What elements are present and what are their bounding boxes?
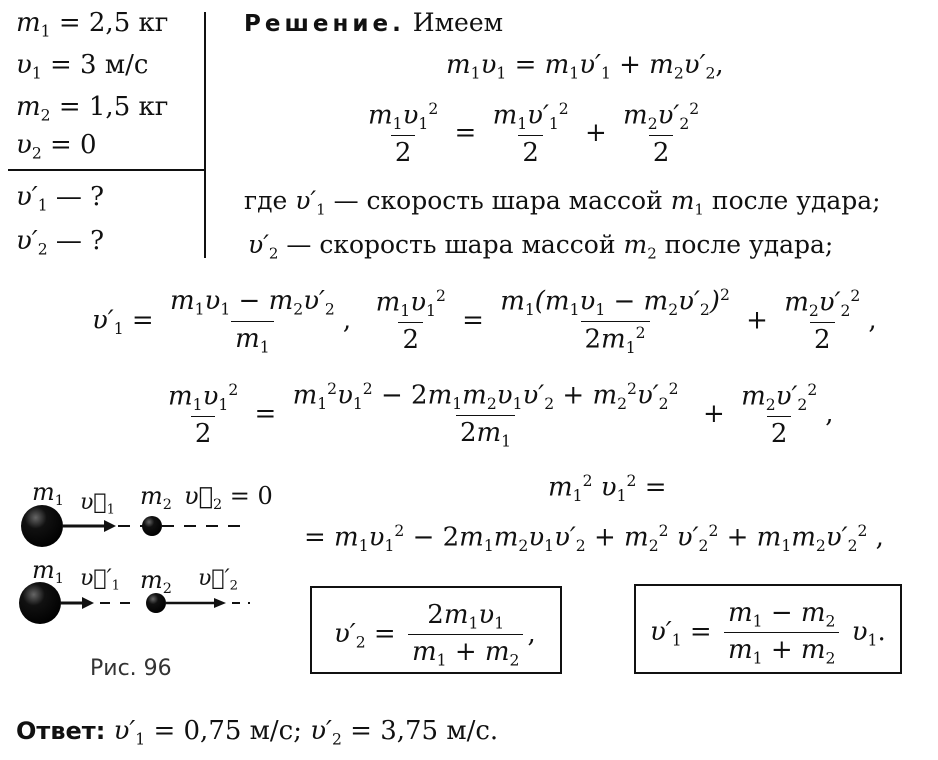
answer-label: Ответ: bbox=[16, 717, 106, 745]
momentum-equation: $m_1\upsilon_1 = m_1\upsilon'_1 + m_2\upsilon'_2$, bbox=[446, 50, 724, 83]
result-v1-box bbox=[634, 584, 902, 674]
solution-heading-line bbox=[244, 8, 503, 37]
ball-m1-after bbox=[19, 582, 61, 624]
find-v2: $\upsilon'_2$ — ? bbox=[16, 226, 105, 259]
given-v2: $\upsilon_2 = 0$ bbox=[16, 130, 97, 163]
label-v1-bottom: $\upsilon⃗'_1$ bbox=[80, 566, 120, 594]
given-v1: $\upsilon_1 = 3$ м/с bbox=[16, 50, 149, 83]
given-m2: $m_2 = 1,5$ кг bbox=[16, 92, 169, 125]
solution-intro: Имеем bbox=[412, 8, 504, 37]
arrowhead-v1 bbox=[104, 520, 116, 532]
label-m2-top: $m_2$ bbox=[140, 482, 172, 514]
energy-equation: $\frac{m_1\upsilon_1^2}{2}$ = $\frac{m_1\upsilon'_1^2}{2}$ + $\frac{m_2\upsilon'_2^2}{2}$ bbox=[368, 100, 700, 168]
given-m1: $m_1 = 2,5$ кг bbox=[16, 8, 169, 41]
where-v1-line: где $\upsilon'_1$ — скорость шара массой $m_1$ после удара; bbox=[244, 186, 881, 219]
ball-m2-before bbox=[142, 516, 162, 536]
label-v1-top: $\upsilon⃗_1$ bbox=[80, 490, 115, 518]
arrowhead-v2-after bbox=[214, 598, 226, 608]
result-v1: $\upsilon'_1$ = $\frac{m_1 - m_2}{m_1 + m_2}$ $\upsilon_1$. bbox=[650, 598, 886, 668]
label-v2-top: $\upsilon⃗_2 = 0$ bbox=[184, 482, 273, 514]
label-m1-bottom: $m_1$ bbox=[32, 556, 64, 588]
result-v2-box bbox=[310, 586, 562, 674]
solution-heading: Решение. bbox=[244, 11, 405, 37]
substitution-equation: $\upsilon'_1$ = $\frac{m_1\upsilon_1 - m_2\upsilon'_2}{m_1}$ , $\frac{m_1\upsilon_1^2}{2}$ = $\frac{m_1(m_1\upsilon_1 - m_2\upsilon'_2)^2}{2m_1^2}$ + $\frac{m_2\upsilon'_2^2}{2}$ , bbox=[92, 286, 877, 357]
label-v2-bottom: $\upsilon⃗'_2$ bbox=[198, 566, 238, 594]
ball-m1-before bbox=[21, 505, 63, 547]
multiplied-right: = $m_1\upsilon_1^2 - 2m_1m_2\upsilon_1\upsilon'_2 + m_2^2$ $\upsilon'_2^2 + m_1m_2\upsilon'_2^2$ , bbox=[304, 522, 884, 555]
where-v2-line: $\upsilon'_2$ — скорость шара массой $m_2$ после удара; bbox=[248, 230, 834, 263]
arrowhead-v1-after bbox=[82, 597, 94, 609]
given-divider bbox=[8, 169, 204, 171]
expanded-equation: $\frac{m_1\upsilon_1^2}{2}$ = $\frac{m_1^2\upsilon_1^2 - 2m_1m_2\upsilon_1\upsilon'_2 + m_2^2\upsilon'_2^2}{2m_1}$ + $\frac{m_2\upsilon'_2^2}{2}$ , bbox=[168, 380, 834, 451]
figure-caption: Рис. 96 bbox=[90, 656, 172, 681]
answer-line: Ответ: $\upsilon'_1 = 0,75$ м/с; $\upsilon'_2 = 3,75$ м/с. bbox=[16, 716, 499, 749]
given-vertical-line bbox=[204, 12, 206, 258]
result-v2: $\upsilon'_2$ = $\frac{2m_1\upsilon_1}{m_1 + m_2}$ , bbox=[334, 600, 536, 670]
find-v1: $\upsilon'_1$ — ? bbox=[16, 182, 105, 215]
label-m2-bottom: $m_2$ bbox=[140, 566, 172, 598]
multiplied-left: $m_1^2$ $\upsilon_1^2$ = bbox=[548, 472, 667, 505]
label-m1-top: $m_1$ bbox=[32, 478, 64, 510]
